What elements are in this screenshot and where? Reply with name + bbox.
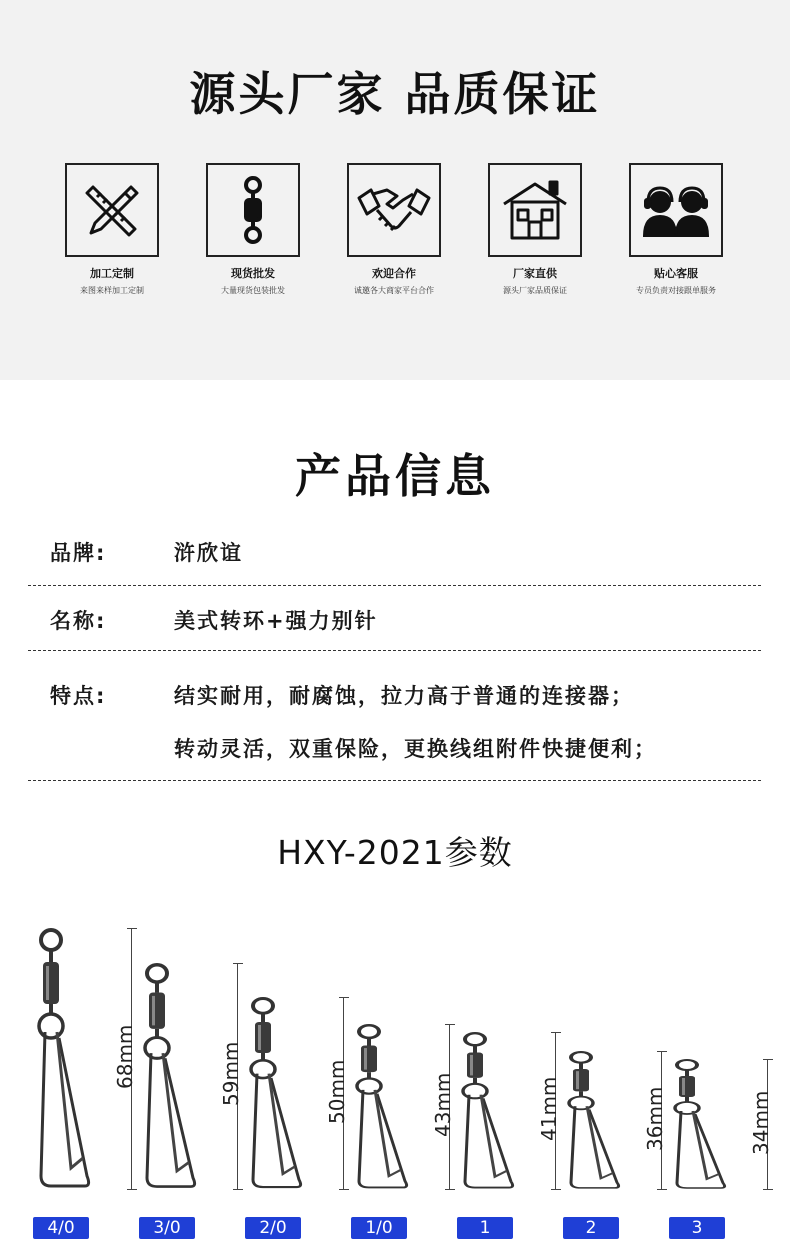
- dimension-label: 50mm: [325, 1059, 349, 1124]
- feature-item: [183, 163, 323, 296]
- size-tag: 2: [563, 1217, 619, 1239]
- swivel-icon: [206, 163, 300, 257]
- header-title: 源头厂家 品质保证: [189, 67, 601, 121]
- feature-title: 加工定制: [90, 267, 134, 280]
- features-label: 特点:: [50, 684, 107, 708]
- size-tag: 2/0: [245, 1217, 301, 1239]
- dimension-label: 59mm: [219, 1041, 243, 1106]
- swivel-snap-image: [459, 1032, 517, 1190]
- customer-service-icon: [629, 163, 723, 257]
- size-tag: 3/0: [139, 1217, 195, 1239]
- feature-item: [324, 163, 464, 296]
- dimension-label: 41mm: [537, 1076, 561, 1141]
- product-info-title: 产品信息: [295, 449, 495, 503]
- size-chart: [0, 900, 790, 1257]
- feature-title: 贴心客服: [654, 267, 698, 280]
- ruler-pencil-icon: [65, 163, 159, 257]
- params-title: HXY-2021参数: [277, 833, 513, 872]
- swivel-snap-image: [141, 963, 199, 1190]
- feature-title: 现货批发: [231, 267, 275, 280]
- swivel-snap-image: [565, 1051, 623, 1190]
- feature-subtitle: 专员负责对接跟单服务: [636, 286, 716, 295]
- size-tag: 4/0: [33, 1217, 89, 1239]
- swivel-snap-image: [35, 928, 93, 1190]
- handshake-icon: [347, 163, 441, 257]
- dimension-label: 36mm: [643, 1086, 667, 1151]
- swivel-snap-image: [247, 997, 305, 1190]
- feature-subtitle: 来图来样加工定制: [80, 286, 144, 295]
- feature-subtitle: 大量现货包装批发: [221, 286, 285, 295]
- brand-value: 浒欣谊: [174, 541, 243, 565]
- feature-subtitle: 诚邀各大商家平台合作: [354, 286, 434, 295]
- feature-item: [606, 163, 746, 296]
- dimension-label: 43mm: [431, 1072, 455, 1137]
- divider: [28, 650, 761, 651]
- name-label: 名称:: [50, 609, 107, 633]
- size-tag: 3: [669, 1217, 725, 1239]
- swivel-snap-image: [671, 1059, 729, 1190]
- size-tag: 1/0: [351, 1217, 407, 1239]
- feature-title: 厂家直供: [513, 267, 557, 280]
- swivel-snap-image: [353, 1024, 411, 1190]
- dimension-label: 68mm: [113, 1024, 137, 1089]
- name-value: 美式转环+强力别针: [174, 609, 378, 633]
- features-line-1: 结实耐用，耐腐蚀，拉力高于普通的连接器；: [174, 684, 634, 708]
- dimension-label: 34mm: [749, 1090, 773, 1155]
- size-tag: 1: [457, 1217, 513, 1239]
- house-icon: [488, 163, 582, 257]
- feature-subtitle: 源头厂家品质保证: [503, 286, 567, 295]
- feature-item: [42, 163, 182, 296]
- features-line-2: 转动灵活，双重保险，更换线组附件快捷便利；: [174, 737, 657, 761]
- divider: [28, 780, 761, 781]
- feature-item: [465, 163, 605, 296]
- divider: [28, 585, 761, 586]
- brand-label: 品牌:: [50, 541, 107, 565]
- feature-title: 欢迎合作: [372, 267, 416, 280]
